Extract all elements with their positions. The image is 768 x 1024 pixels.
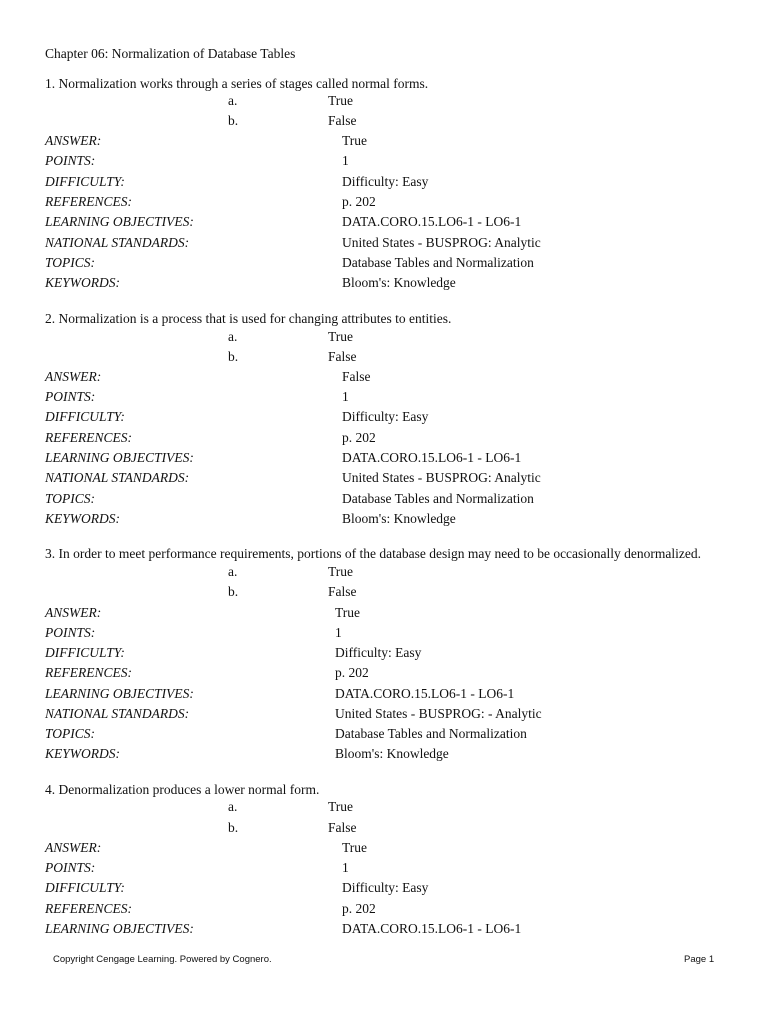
national-standards-label: NATIONAL STANDARDS: [45,235,190,250]
chapter-title: Chapter 06: Normalization of Database Tables [45,46,296,61]
national-standards-label: NATIONAL STANDARDS: [45,706,190,721]
footer-copyright: Copyright Cengage Learning. Powered by Cognero. [53,954,272,965]
national-standards-label: NATIONAL STANDARDS: [45,470,190,485]
references-label: REFERENCES: [45,430,132,445]
references-value: p. 202 [342,430,376,445]
answer-value: True [342,133,368,148]
answer-value: False [342,369,371,384]
difficulty-value: Difficulty: Easy [335,645,422,660]
keywords-label: KEYWORDS: [45,275,120,290]
option-text: True [328,799,354,814]
question-text: 3. In order to meet performance requirements, portions of the database design may need to be occasionally denormalized. [45,546,702,561]
national-standards-value: United States - BUSPROG: - Analytic [335,706,542,721]
points-value: 1 [342,860,349,875]
difficulty-label: DIFFICULTY: [45,174,125,189]
keywords-value: Bloom's: Knowledge [342,511,456,526]
points-label: POINTS: [45,625,96,640]
national-standards-value: United States - BUSPROG: Analytic [342,235,541,250]
topics-label: TOPICS: [45,491,96,506]
topics-label: TOPICS: [45,726,96,741]
answer-label: ANSWER: [45,133,102,148]
points-label: POINTS: [45,389,96,404]
references-label: REFERENCES: [45,901,132,916]
keywords-value: Bloom's: Knowledge [342,275,456,290]
option-letter: a. [228,799,238,814]
option-letter: b. [228,820,239,835]
difficulty-value: Difficulty: Easy [342,409,429,424]
references-label: REFERENCES: [45,194,132,209]
option-letter: b. [228,349,239,364]
topics-label: TOPICS: [45,255,96,270]
learning-objectives-value: DATA.CORO.15.LO6-1 - LO6-1 [342,921,522,936]
answer-value: True [335,605,361,620]
question-text: 4. Denormalization produces a lower normal form. [45,782,320,797]
answer-label: ANSWER: [45,840,102,855]
footer-page-number: Page 1 [684,954,715,965]
option-letter: b. [228,113,239,128]
option-text: True [328,93,354,108]
learning-objectives-value: DATA.CORO.15.LO6-1 - LO6-1 [342,214,522,229]
option-letter: a. [228,564,238,579]
answer-label: ANSWER: [45,605,102,620]
references-value: p. 202 [335,665,369,680]
references-value: p. 202 [342,901,376,916]
references-label: REFERENCES: [45,665,132,680]
learning-objectives-value: DATA.CORO.15.LO6-1 - LO6-1 [342,450,522,465]
references-value: p. 202 [342,194,376,209]
option-text: False [328,113,357,128]
topics-value: Database Tables and Normalization [342,491,534,506]
option-text: True [328,564,354,579]
option-text: False [328,349,357,364]
question-text: 1. Normalization works through a series of stages called normal forms. [45,76,429,91]
option-text: True [328,329,354,344]
points-value: 1 [342,389,349,404]
option-letter: b. [228,584,239,599]
topics-value: Database Tables and Normalization [335,726,527,741]
keywords-label: KEYWORDS: [45,511,120,526]
difficulty-value: Difficulty: Easy [342,880,429,895]
option-letter: a. [228,329,238,344]
keywords-label: KEYWORDS: [45,746,120,761]
difficulty-label: DIFFICULTY: [45,645,125,660]
option-text: False [328,584,357,599]
national-standards-value: United States - BUSPROG: Analytic [342,470,541,485]
learning-objectives-value: DATA.CORO.15.LO6-1 - LO6-1 [335,686,515,701]
keywords-value: Bloom's: Knowledge [335,746,449,761]
difficulty-value: Difficulty: Easy [342,174,429,189]
answer-label: ANSWER: [45,369,102,384]
topics-value: Database Tables and Normalization [342,255,534,270]
answer-value: True [342,840,368,855]
option-text: False [328,820,357,835]
points-value: 1 [342,153,349,168]
points-label: POINTS: [45,153,96,168]
points-label: POINTS: [45,860,96,875]
learning-objectives-label: LEARNING OBJECTIVES: [45,686,194,701]
difficulty-label: DIFFICULTY: [45,880,125,895]
difficulty-label: DIFFICULTY: [45,409,125,424]
points-value: 1 [335,625,342,640]
learning-objectives-label: LEARNING OBJECTIVES: [45,921,194,936]
learning-objectives-label: LEARNING OBJECTIVES: [45,450,194,465]
learning-objectives-label: LEARNING OBJECTIVES: [45,214,194,229]
option-letter: a. [228,93,238,108]
question-text: 2. Normalization is a process that is used for changing attributes to entities. [45,311,452,326]
